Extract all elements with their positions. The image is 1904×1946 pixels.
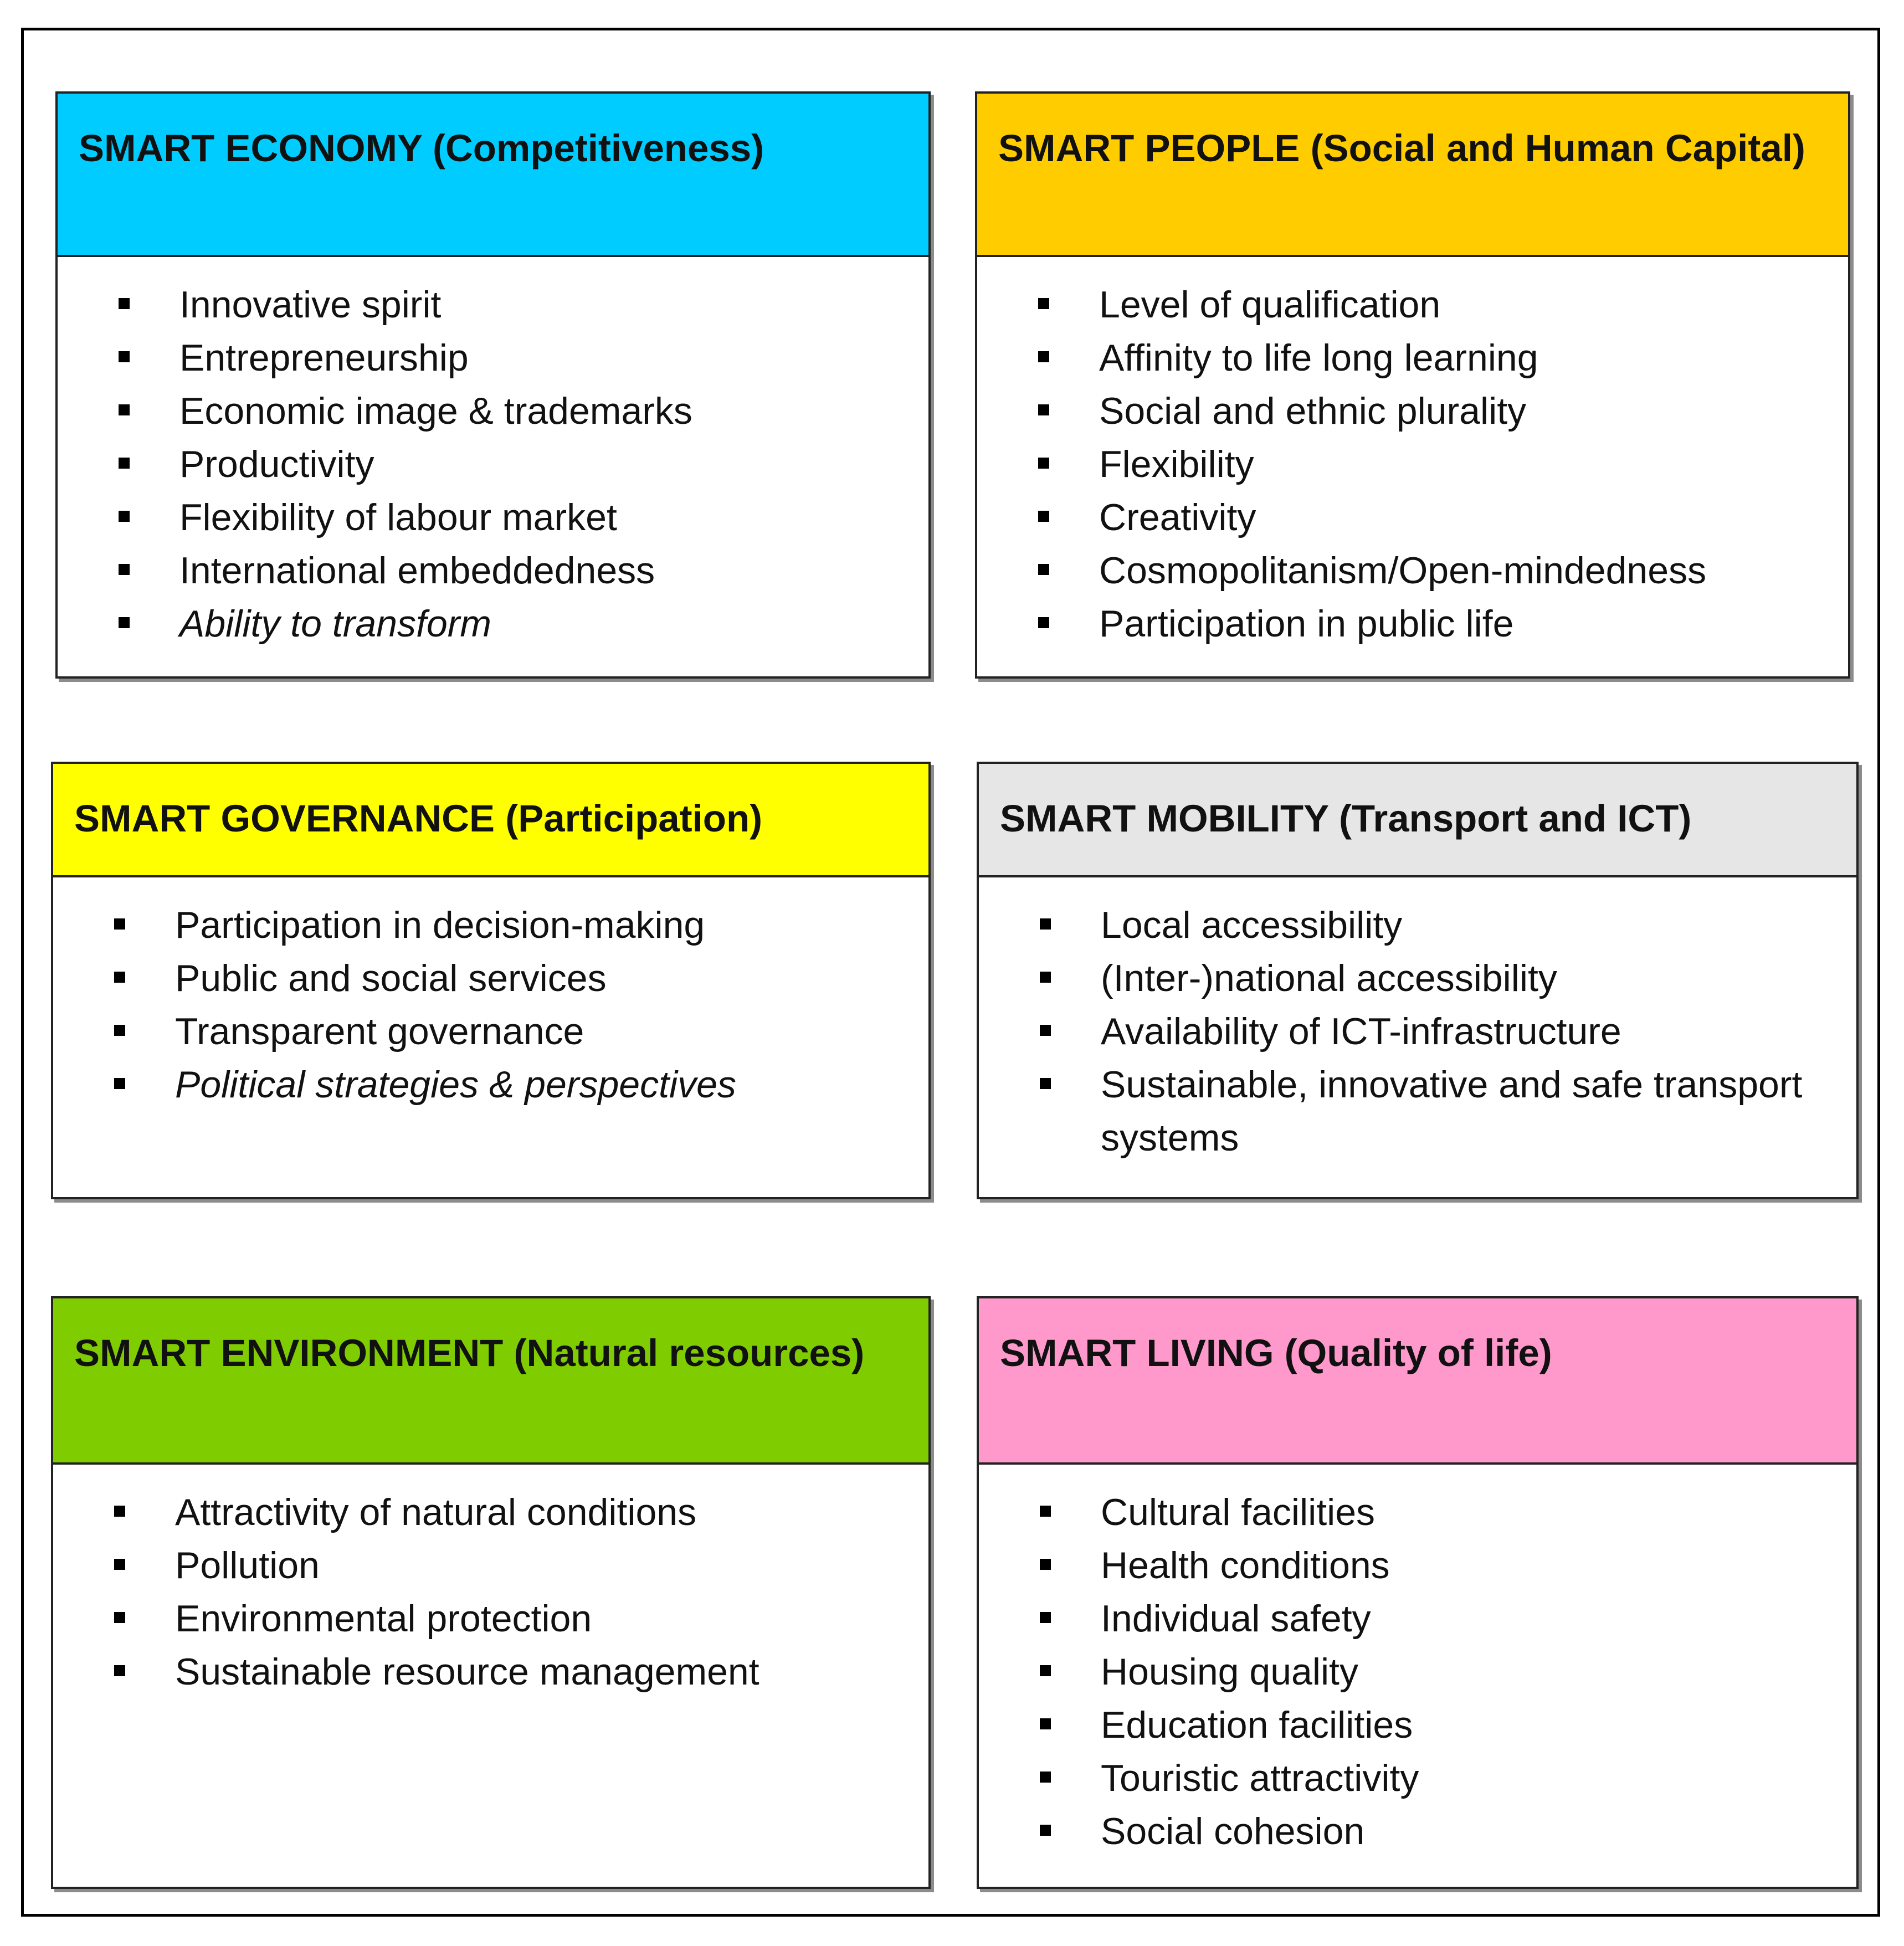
list-item [977,438,1831,491]
square-bullet-icon [1040,1718,1051,1729]
list-item [58,544,912,597]
list-item [53,952,912,1005]
smart-living-card [977,1296,1859,1889]
square-bullet-icon [1040,1506,1051,1517]
list-item [53,1592,912,1645]
smart-mobility-body [979,877,1856,1197]
list-item [58,491,912,544]
list-item [58,278,912,331]
list-item [979,1698,1840,1752]
list-item [977,597,1831,650]
list-item [979,1645,1840,1698]
list-item [53,1486,912,1539]
list-item-text: Transparent governance [175,1010,584,1052]
list-item-text: Affinity to life long learning [1099,337,1538,379]
square-bullet-icon [1040,1825,1051,1836]
smart-economy-card [55,91,931,679]
list-item-text: Local accessibility [1101,904,1403,946]
list-item-text: International embeddedness [179,550,655,592]
square-bullet-icon [119,404,130,415]
smart-people-header [977,94,1848,257]
list-item-text: Participation in decision-making [175,904,705,946]
square-bullet-icon [114,1612,125,1623]
square-bullet-icon [114,1506,125,1517]
square-bullet-icon [1038,298,1049,309]
smart-environment-card [51,1296,931,1889]
square-bullet-icon [1040,1772,1051,1783]
list-item-text: Entrepreneurship [179,337,469,379]
list-item-text: (Inter-)national accessibility [1101,957,1557,999]
square-bullet-icon [1040,1665,1051,1676]
list-item [979,1752,1840,1805]
smart-mobility-subtitle: (Transport and ICT) [1339,797,1692,840]
smart-governance-header [53,764,928,877]
list-item-text: Environmental protection [175,1598,592,1640]
square-bullet-icon [1038,458,1049,469]
list-item [979,1805,1840,1858]
list-item [58,331,912,384]
list-item-text: Cultural facilities [1101,1491,1376,1533]
square-bullet-icon [114,1665,125,1676]
smart-people-title: SMART PEOPLE [998,127,1300,170]
list-item [977,384,1831,438]
list-item [53,1058,912,1111]
square-bullet-icon [1038,511,1049,522]
square-bullet-icon [1040,972,1051,983]
square-bullet-icon [1038,351,1049,362]
list-item-text: Public and social services [175,957,607,999]
smart-environment-title: SMART ENVIRONMENT [74,1332,504,1374]
square-bullet-icon [114,1078,125,1089]
smart-living-header [979,1298,1856,1465]
list-item-text: Attractivity of natural conditions [175,1491,697,1533]
smart-economy-subtitle: (Competitiveness) [432,127,764,170]
smart-people-card [975,91,1850,679]
list-item-text: Sustainable, innovative and safe transport systems [1101,1064,1803,1159]
smart-living-list [979,1486,1840,1858]
list-item [977,491,1831,544]
smart-governance-list [53,898,912,1111]
list-item-text: Innovative spirit [179,284,442,326]
list-item-text: Health conditions [1101,1544,1390,1586]
square-bullet-icon [1040,918,1051,930]
smart-living-title: SMART LIVING [1000,1332,1274,1374]
list-item-text: Touristic attractivity [1101,1757,1419,1799]
square-bullet-icon [1040,1612,1051,1623]
list-item [977,544,1831,597]
list-item [979,1005,1840,1058]
smart-environment-header [53,1298,928,1465]
smart-economy-body [58,257,928,676]
square-bullet-icon [114,1559,125,1570]
list-item-text: Flexibility of labour market [179,496,617,538]
list-item-text: Housing quality [1101,1651,1358,1693]
list-item [979,898,1840,952]
list-item [58,384,912,438]
smart-governance-body [53,877,928,1197]
square-bullet-icon [119,298,130,309]
list-item-text: Productivity [179,443,374,485]
list-item-text: Individual safety [1101,1598,1371,1640]
smart-mobility-card [977,762,1859,1199]
list-item [979,1058,1840,1164]
square-bullet-icon [1040,1025,1051,1036]
square-bullet-icon [1038,404,1049,415]
list-item [58,438,912,491]
list-item-text: Level of qualification [1099,284,1441,326]
smart-people-body [977,257,1848,676]
square-bullet-icon [1038,564,1049,575]
list-item [979,1486,1840,1539]
list-item [53,1005,912,1058]
smart-environment-body [53,1465,928,1887]
smart-environment-list [53,1486,912,1698]
square-bullet-icon [1040,1078,1051,1089]
list-item [58,597,912,650]
list-item-text: Flexibility [1099,443,1254,485]
list-item-text: Economic image & trademarks [179,390,692,432]
smart-economy-list [58,278,912,650]
smart-living-body [979,1465,1856,1887]
list-item-text: Ability to transform [179,603,492,645]
list-item-text: Availability of ICT-infrastructure [1101,1010,1621,1052]
list-item [53,898,912,952]
list-item-text: Participation in public life [1099,603,1514,645]
list-item-text: Creativity [1099,496,1256,538]
smart-economy-header [58,94,928,257]
smart-governance-card [51,762,931,1199]
smart-mobility-list [979,898,1840,1164]
square-bullet-icon [114,1025,125,1036]
list-item-text: Cosmopolitanism/Open-mindedness [1099,550,1707,592]
square-bullet-icon [114,918,125,930]
list-item-text: Political strategies & perspectives [175,1064,736,1106]
square-bullet-icon [119,351,130,362]
square-bullet-icon [119,458,130,469]
square-bullet-icon [1038,617,1049,628]
smart-people-list [977,278,1831,650]
list-item [53,1645,912,1698]
list-item [977,278,1831,331]
list-item [979,952,1840,1005]
square-bullet-icon [114,972,125,983]
smart-environment-subtitle: (Natural resources) [514,1332,865,1374]
list-item-text: Social cohesion [1101,1810,1365,1852]
smart-people-subtitle: (Social and Human Capital) [1310,127,1805,170]
list-item [979,1539,1840,1592]
list-item [977,331,1831,384]
list-item-text: Sustainable resource management [175,1651,759,1693]
list-item [979,1592,1840,1645]
list-item-text: Social and ethnic plurality [1099,390,1527,432]
smart-governance-subtitle: (Participation) [505,797,763,840]
square-bullet-icon [119,617,130,628]
square-bullet-icon [1040,1559,1051,1570]
list-item-text: Pollution [175,1544,320,1586]
list-item-text: Education facilities [1101,1704,1413,1746]
square-bullet-icon [119,564,130,575]
smart-mobility-title: SMART MOBILITY [1000,797,1328,840]
square-bullet-icon [119,511,130,522]
list-item [53,1539,912,1592]
smart-mobility-header [979,764,1856,877]
smart-economy-title: SMART ECONOMY [79,127,422,170]
smart-governance-title: SMART GOVERNANCE [74,797,495,840]
smart-living-subtitle: (Quality of life) [1284,1332,1552,1374]
